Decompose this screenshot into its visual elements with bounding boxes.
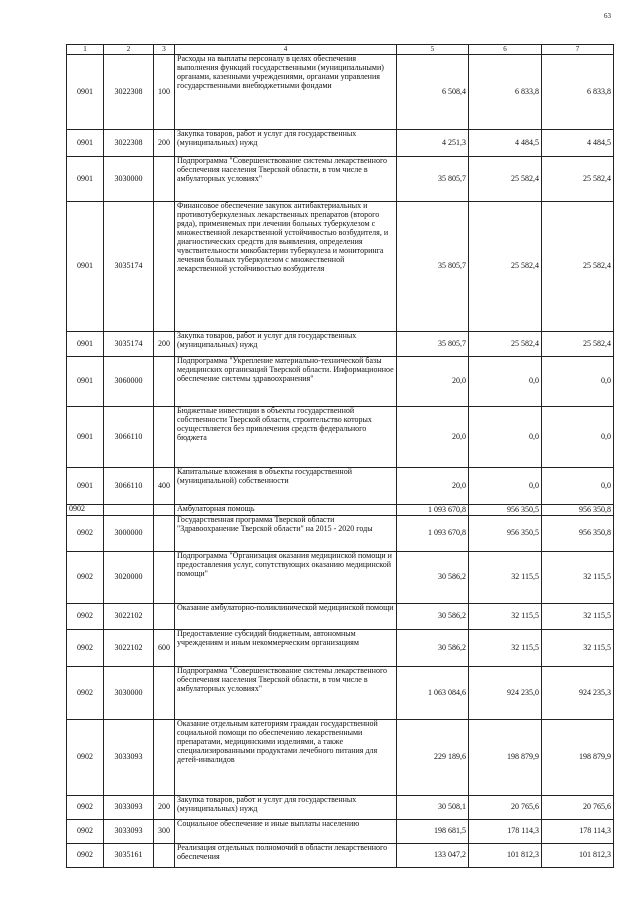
amount-col5: 30 586,2	[397, 604, 469, 630]
amount-col7: 25 582,4	[542, 157, 614, 202]
amount-col5: 1 093 670,8	[397, 516, 469, 552]
amount-col5: 30 586,2	[397, 630, 469, 667]
table-row	[67, 604, 614, 630]
amount-col6: 924 235,0	[469, 667, 542, 720]
amount-col5: 1 063 084,6	[397, 667, 469, 720]
section-code: 0902	[67, 844, 104, 868]
amount-col5: 4 251,3	[397, 130, 469, 157]
row-description: Закупка товаров, работ и услуг для государственных (муниципальных) нужд	[175, 796, 397, 820]
table-row	[67, 720, 614, 796]
amount-col5: 35 805,7	[397, 157, 469, 202]
amount-col6: 20 765,6	[469, 796, 542, 820]
amount-col7: 0,0	[542, 407, 614, 468]
section-code: 0902	[67, 720, 104, 796]
target-code: 3030000	[104, 157, 154, 202]
expense-type-code: 200	[154, 796, 175, 820]
expense-type-code: 600	[154, 630, 175, 667]
expense-type-code	[154, 357, 175, 407]
amount-col6: 4 484,5	[469, 130, 542, 157]
section-code: 0902	[67, 505, 104, 516]
row-description: Бюджетные инвестиции в объекты государственной собственности Тверской области, строительство которых осуществляется без привлечения средств федерального бюджета	[175, 407, 397, 468]
target-code: 3022308	[104, 130, 154, 157]
amount-col6: 0,0	[469, 407, 542, 468]
amount-col5: 229 189,6	[397, 720, 469, 796]
section-code: 0901	[67, 202, 104, 332]
amount-col5: 133 047,2	[397, 844, 469, 868]
amount-col6: 6 833,8	[469, 55, 542, 130]
amount-col5: 198 681,5	[397, 820, 469, 844]
column-number: 1	[67, 45, 104, 55]
row-description: Реализация отдельных полномочий в области лекарственного обеспечения	[175, 844, 397, 868]
section-code: 0901	[67, 332, 104, 357]
expense-type-code	[154, 552, 175, 604]
expense-type-code: 100	[154, 55, 175, 130]
column-number: 5	[397, 45, 469, 55]
row-description: Оказание амбулаторно-поликлинической медицинской помощи	[175, 604, 397, 630]
amount-col7: 4 484,5	[542, 130, 614, 157]
table-row	[67, 468, 614, 505]
column-number: 4	[175, 45, 397, 55]
amount-col5: 20,0	[397, 357, 469, 407]
table-row	[67, 516, 614, 552]
row-description: Амбулаторная помощь	[175, 505, 397, 516]
table-row	[67, 130, 614, 157]
amount-col6: 25 582,4	[469, 332, 542, 357]
section-code: 0902	[67, 667, 104, 720]
amount-col6: 25 582,4	[469, 202, 542, 332]
amount-col7: 198 879,9	[542, 720, 614, 796]
column-number: 2	[104, 45, 154, 55]
amount-col6: 25 582,4	[469, 157, 542, 202]
row-description: Оказание отдельным категориям граждан государственной социальной помощи по обеспечению лекарственными препаратами, медицинскими изделиями, а также специализированными продуктами лечебного питания для детей-инвалидов	[175, 720, 397, 796]
target-code: 3022102	[104, 630, 154, 667]
target-code: 3000000	[104, 516, 154, 552]
amount-col7: 178 114,3	[542, 820, 614, 844]
section-code: 0901	[67, 357, 104, 407]
amount-col5: 6 508,4	[397, 55, 469, 130]
amount-col7: 924 235,3	[542, 667, 614, 720]
table-row	[67, 332, 614, 357]
table-row	[67, 630, 614, 667]
amount-col7: 32 115,5	[542, 630, 614, 667]
target-code: 3066110	[104, 468, 154, 505]
target-code: 3022308	[104, 55, 154, 130]
amount-col7: 956 350,8	[542, 505, 614, 516]
table-row	[67, 844, 614, 868]
amount-col6: 956 350,5	[469, 516, 542, 552]
table-row	[67, 667, 614, 720]
row-description: Расходы на выплаты персоналу в целях обеспечения выполнения функций государственными (муниципальными) органами, казенными учреждениями, органами управления государственными внебюджетными фондами	[175, 55, 397, 130]
amount-col5: 30 586,2	[397, 552, 469, 604]
expense-type-code	[154, 844, 175, 868]
row-description: Подпрограмма "Совершенствование системы лекарственного обеспечения населения Тверской области, в том числе в амбулаторных условиях"	[175, 667, 397, 720]
amount-col7: 6 833,8	[542, 55, 614, 130]
row-description: Капитальные вложения в объекты государственной (муниципальной) собственности	[175, 468, 397, 505]
row-description: Предоставление субсидий бюджетным, автономным учреждениям и иным некоммерческим организациям	[175, 630, 397, 667]
amount-col7: 101 812,3	[542, 844, 614, 868]
target-code: 3035161	[104, 844, 154, 868]
table-row	[67, 505, 614, 516]
amount-col6: 32 115,5	[469, 552, 542, 604]
amount-col6: 956 350,5	[469, 505, 542, 516]
row-description: Социальное обеспечение и иные выплаты населению	[175, 820, 397, 844]
section-code: 0902	[67, 820, 104, 844]
expense-type-code	[154, 516, 175, 552]
expense-type-code	[154, 157, 175, 202]
amount-col7: 25 582,4	[542, 332, 614, 357]
section-code: 0901	[67, 407, 104, 468]
target-code: 3035174	[104, 202, 154, 332]
target-code: 3035174	[104, 332, 154, 357]
section-code: 0901	[67, 468, 104, 505]
expense-type-code: 200	[154, 332, 175, 357]
expense-type-code	[154, 667, 175, 720]
table-row	[67, 820, 614, 844]
amount-col6: 32 115,5	[469, 630, 542, 667]
section-code: 0902	[67, 604, 104, 630]
amount-col7: 956 350,8	[542, 516, 614, 552]
section-code: 0902	[67, 796, 104, 820]
expense-type-code: 400	[154, 468, 175, 505]
section-code: 0902	[67, 516, 104, 552]
target-code: 3066110	[104, 407, 154, 468]
amount-col7: 32 115,5	[542, 552, 614, 604]
amount-col7: 25 582,4	[542, 202, 614, 332]
table-row	[67, 407, 614, 468]
section-code: 0901	[67, 55, 104, 130]
section-code: 0902	[67, 552, 104, 604]
column-number: 6	[469, 45, 542, 55]
column-number: 3	[154, 45, 175, 55]
column-number: 7	[542, 45, 614, 55]
amount-col6: 0,0	[469, 468, 542, 505]
amount-col5: 20,0	[397, 468, 469, 505]
page-number: 63	[604, 12, 611, 20]
target-code: 3033093	[104, 820, 154, 844]
amount-col7: 0,0	[542, 357, 614, 407]
row-description: Закупка товаров, работ и услуг для государственных (муниципальных) нужд	[175, 130, 397, 157]
section-code: 0902	[67, 630, 104, 667]
amount-col5: 1 093 670,8	[397, 505, 469, 516]
section-code: 0901	[67, 130, 104, 157]
expense-type-code	[154, 720, 175, 796]
amount-col6: 0,0	[469, 357, 542, 407]
table-row	[67, 55, 614, 130]
expense-type-code	[154, 407, 175, 468]
amount-col5: 20,0	[397, 407, 469, 468]
amount-col6: 198 879,9	[469, 720, 542, 796]
target-code: 3033093	[104, 720, 154, 796]
amount-col7: 32 115,5	[542, 604, 614, 630]
row-description: Подпрограмма "Укрепление материально-технической базы медицинских организаций Тверской области. Информационное обеспечение системы здравоохранения"	[175, 357, 397, 407]
target-code: 3020000	[104, 552, 154, 604]
budget-table	[66, 44, 614, 868]
target-code	[104, 505, 154, 516]
expense-type-code	[154, 202, 175, 332]
expense-type-code: 200	[154, 130, 175, 157]
amount-col6: 101 812,3	[469, 844, 542, 868]
expense-type-code	[154, 604, 175, 630]
amount-col7: 20 765,6	[542, 796, 614, 820]
amount-col5: 35 805,7	[397, 332, 469, 357]
row-description: Подпрограмма "Совершенствование системы лекарственного обеспечения населения Тверской области, в том числе в амбулаторных условиях"	[175, 157, 397, 202]
row-description: Государственная программа Тверской области "Здравоохранение Тверской области" на 2015 - 2020 годы	[175, 516, 397, 552]
target-code: 3033093	[104, 796, 154, 820]
expense-type-code: 300	[154, 820, 175, 844]
target-code: 3030000	[104, 667, 154, 720]
row-description: Подпрограмма "Организация оказания медицинской помощи и предоставления услуг, сопутствующих оказанию медицинской помощи"	[175, 552, 397, 604]
table-row	[67, 552, 614, 604]
table-row	[67, 357, 614, 407]
table-row	[67, 796, 614, 820]
row-description: Закупка товаров, работ и услуг для государственных (муниципальных) нужд	[175, 332, 397, 357]
amount-col5: 30 508,1	[397, 796, 469, 820]
amount-col6: 178 114,3	[469, 820, 542, 844]
table-row	[67, 157, 614, 202]
amount-col6: 32 115,5	[469, 604, 542, 630]
table-row	[67, 202, 614, 332]
target-code: 3022102	[104, 604, 154, 630]
target-code: 3060000	[104, 357, 154, 407]
column-number-row	[67, 45, 614, 55]
row-description: Финансовое обеспечение закупок антибактериальных и противотуберкулезных лекарственных препаратов (второго ряда), применяемых при лечении больных туберкулезом с множественной лекарственной устойчивостью возбудителя, и диагностических средств для выявления, определения чувствительности микобактерии туберкулеза и мониторинга лечения больных туберкулезом с множественной лекарственной устойчивостью возбудителя	[175, 202, 397, 332]
expense-type-code	[154, 505, 175, 516]
amount-col5: 35 805,7	[397, 202, 469, 332]
section-code: 0901	[67, 157, 104, 202]
amount-col7: 0,0	[542, 468, 614, 505]
